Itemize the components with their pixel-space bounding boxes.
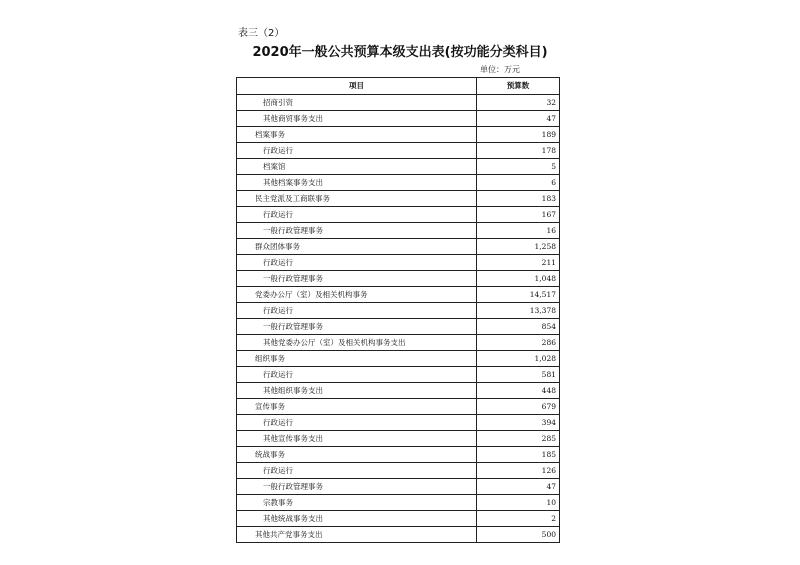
row-item-name: 其他商贸事务支出 — [237, 111, 477, 127]
row-amount: 1,048 — [477, 271, 560, 287]
row-amount: 286 — [477, 335, 560, 351]
unit-label: 单位：万元 — [480, 65, 520, 74]
row-amount: 47 — [477, 111, 560, 127]
row-amount: 581 — [477, 367, 560, 383]
table-row — [237, 463, 560, 479]
row-item-name: 一般行政管理事务 — [237, 223, 477, 239]
row-item-name: 一般行政管理事务 — [237, 479, 477, 495]
table-row — [237, 335, 560, 351]
row-item-name: 其他统战事务支出 — [237, 511, 477, 527]
table-row — [237, 383, 560, 399]
table-body — [237, 95, 560, 543]
row-amount: 854 — [477, 319, 560, 335]
row-amount: 183 — [477, 191, 560, 207]
row-amount: 126 — [477, 463, 560, 479]
table-row — [237, 447, 560, 463]
table-row — [237, 303, 560, 319]
row-amount: 211 — [477, 255, 560, 271]
row-item-name: 行政运行 — [237, 367, 477, 383]
row-item-name: 行政运行 — [237, 415, 477, 431]
budget-table — [236, 77, 560, 543]
row-item-name: 档案事务 — [237, 127, 477, 143]
table-row — [237, 207, 560, 223]
row-item-name: 党委办公厅（室）及相关机构事务 — [237, 287, 477, 303]
row-amount: 178 — [477, 143, 560, 159]
table-row — [237, 239, 560, 255]
table-row — [237, 143, 560, 159]
table-row — [237, 351, 560, 367]
row-amount: 285 — [477, 431, 560, 447]
row-item-name: 统战事务 — [237, 447, 477, 463]
row-amount: 1,028 — [477, 351, 560, 367]
table-row — [237, 287, 560, 303]
row-item-name: 招商引资 — [237, 95, 477, 111]
table-row — [237, 527, 560, 543]
row-amount: 394 — [477, 415, 560, 431]
row-amount: 10 — [477, 495, 560, 511]
row-item-name: 一般行政管理事务 — [237, 319, 477, 335]
row-amount: 47 — [477, 479, 560, 495]
table-row — [237, 367, 560, 383]
table-row — [237, 255, 560, 271]
table-row — [237, 271, 560, 287]
row-item-name: 档案馆 — [237, 159, 477, 175]
row-item-name: 一般行政管理事务 — [237, 271, 477, 287]
row-item-name: 行政运行 — [237, 255, 477, 271]
page-label: 表三（2） — [238, 28, 285, 39]
row-amount: 13,378 — [477, 303, 560, 319]
row-item-name: 其他宣传事务支出 — [237, 431, 477, 447]
row-item-name: 行政运行 — [237, 303, 477, 319]
table-row — [237, 399, 560, 415]
table-row — [237, 495, 560, 511]
row-item-name: 群众团体事务 — [237, 239, 477, 255]
row-amount: 5 — [477, 159, 560, 175]
table-row — [237, 191, 560, 207]
document-title: 2020年一般公共预算本级支出表(按功能分类科目) — [252, 45, 548, 60]
row-item-name: 组织事务 — [237, 351, 477, 367]
row-item-name: 行政运行 — [237, 143, 477, 159]
table-row — [237, 431, 560, 447]
row-amount: 14,517 — [477, 287, 560, 303]
row-amount: 500 — [477, 527, 560, 543]
table-row — [237, 127, 560, 143]
row-item-name: 宣传事务 — [237, 399, 477, 415]
table-row — [237, 95, 560, 111]
row-item-name: 其他党委办公厅（室）及相关机构事务支出 — [237, 335, 477, 351]
table-row — [237, 319, 560, 335]
table-row — [237, 175, 560, 191]
row-item-name: 民主党派及工商联事务 — [237, 191, 477, 207]
column-header-amount: 预算数 — [477, 78, 560, 95]
row-amount: 448 — [477, 383, 560, 399]
table-row — [237, 479, 560, 495]
column-header-item: 项目 — [237, 78, 477, 95]
table-row — [237, 511, 560, 527]
table-row — [237, 415, 560, 431]
row-item-name: 宗教事务 — [237, 495, 477, 511]
row-amount: 1,258 — [477, 239, 560, 255]
row-item-name: 其他组织事务支出 — [237, 383, 477, 399]
row-amount: 189 — [477, 127, 560, 143]
row-amount: 2 — [477, 511, 560, 527]
table-row — [237, 223, 560, 239]
row-item-name: 行政运行 — [237, 463, 477, 479]
row-item-name: 其他共产党事务支出 — [237, 527, 477, 543]
row-amount: 679 — [477, 399, 560, 415]
table-header-row — [237, 78, 560, 95]
row-amount: 32 — [477, 95, 560, 111]
row-item-name: 其他档案事务支出 — [237, 175, 477, 191]
table-row — [237, 159, 560, 175]
row-amount: 185 — [477, 447, 560, 463]
row-item-name: 行政运行 — [237, 207, 477, 223]
row-amount: 6 — [477, 175, 560, 191]
row-amount: 16 — [477, 223, 560, 239]
table-row — [237, 111, 560, 127]
row-amount: 167 — [477, 207, 560, 223]
